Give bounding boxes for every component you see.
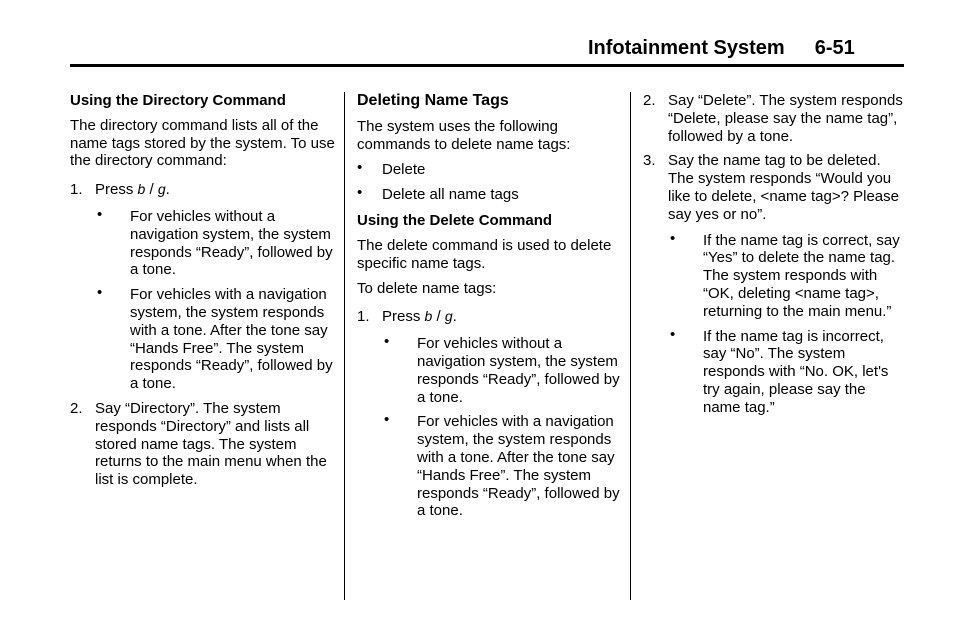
column-1 xyxy=(70,92,338,489)
section-title: Infotainment System xyxy=(588,37,785,59)
list-item: • If the name tag is incorrect, say “No”. The system responds with “No. OK, let's try again, please say the name tag.” xyxy=(670,325,889,416)
column-2 xyxy=(357,92,621,520)
list-item: • Delete xyxy=(357,158,426,178)
directory-intro: The directory command lists all of the name tags stored by the system. To use the directory command: xyxy=(70,116,335,170)
bullet-icon: • xyxy=(97,205,103,223)
talk-button-icon: b xyxy=(424,308,433,325)
to-delete-text: To delete name tags: xyxy=(357,279,497,297)
bullet-icon: • xyxy=(384,333,390,351)
delete-command-heading: Using the Delete Command xyxy=(357,212,553,230)
list-item: • If the name tag is correct, say “Yes” to delete the name tag. The system responds with “OK, deleting <name tag>, returning to the main menu.” xyxy=(670,229,900,320)
delete-command-desc: The delete command is used to delete specific name tags. xyxy=(357,236,612,272)
delete-step-3: 3. Say the name tag to be deleted. The system responds “Would you like to delete, <name tag>? Please say yes or no”. xyxy=(643,152,899,223)
list-item: • For vehicles without a navigation system, the system responds “Ready”, followed by a tone. xyxy=(384,333,620,406)
directory-heading: Using the Directory Command xyxy=(70,92,286,109)
voice-button-icon: g xyxy=(157,181,166,198)
bullet-icon: • xyxy=(357,184,363,202)
deleting-heading: Deleting Name Tags xyxy=(357,92,509,109)
bullet-icon: • xyxy=(97,284,103,302)
delete-step-2: 2. Say “Delete”. The system responds “Delete, please say the name tag”, followed by a tone. xyxy=(643,92,903,145)
bullet-icon: • xyxy=(384,411,390,429)
column-3 xyxy=(643,92,907,417)
bullet-icon: • xyxy=(670,229,676,247)
bullet-icon: • xyxy=(670,325,676,343)
directory-step-1: 1. Press b / g. xyxy=(70,181,170,199)
list-item: • For vehicles without a navigation system, the system responds “Ready”, followed by a tone. xyxy=(97,205,333,279)
directory-step-2: 2. Say “Directory”. The system responds “Directory” and lists all stored name tags. The system returns to the main menu when the list is complete. xyxy=(70,399,327,489)
delete-step-1: 1. Press b / g. xyxy=(357,308,457,326)
deleting-intro: The system uses the following commands to delete name tags: xyxy=(357,118,571,153)
header-rule xyxy=(70,64,904,67)
page-header xyxy=(588,37,855,60)
column-divider-1 xyxy=(344,92,345,600)
list-item: • Delete all name tags xyxy=(357,184,519,204)
bullet-icon: • xyxy=(357,158,363,176)
voice-button-icon: g xyxy=(444,308,453,325)
list-item: • For vehicles with a navigation system, the system responds with a tone. After the tone say “Hands Free”. The system responds “Ready”, followed by a tone. xyxy=(97,284,333,393)
page-number: 6-51 xyxy=(814,37,855,59)
column-divider-2 xyxy=(630,92,631,600)
list-item: • For vehicles with a navigation system, the system responds with a tone. After the tone say “Hands Free”. The system responds “Ready”, followed by a tone. xyxy=(384,411,620,520)
talk-button-icon: b xyxy=(137,181,146,198)
